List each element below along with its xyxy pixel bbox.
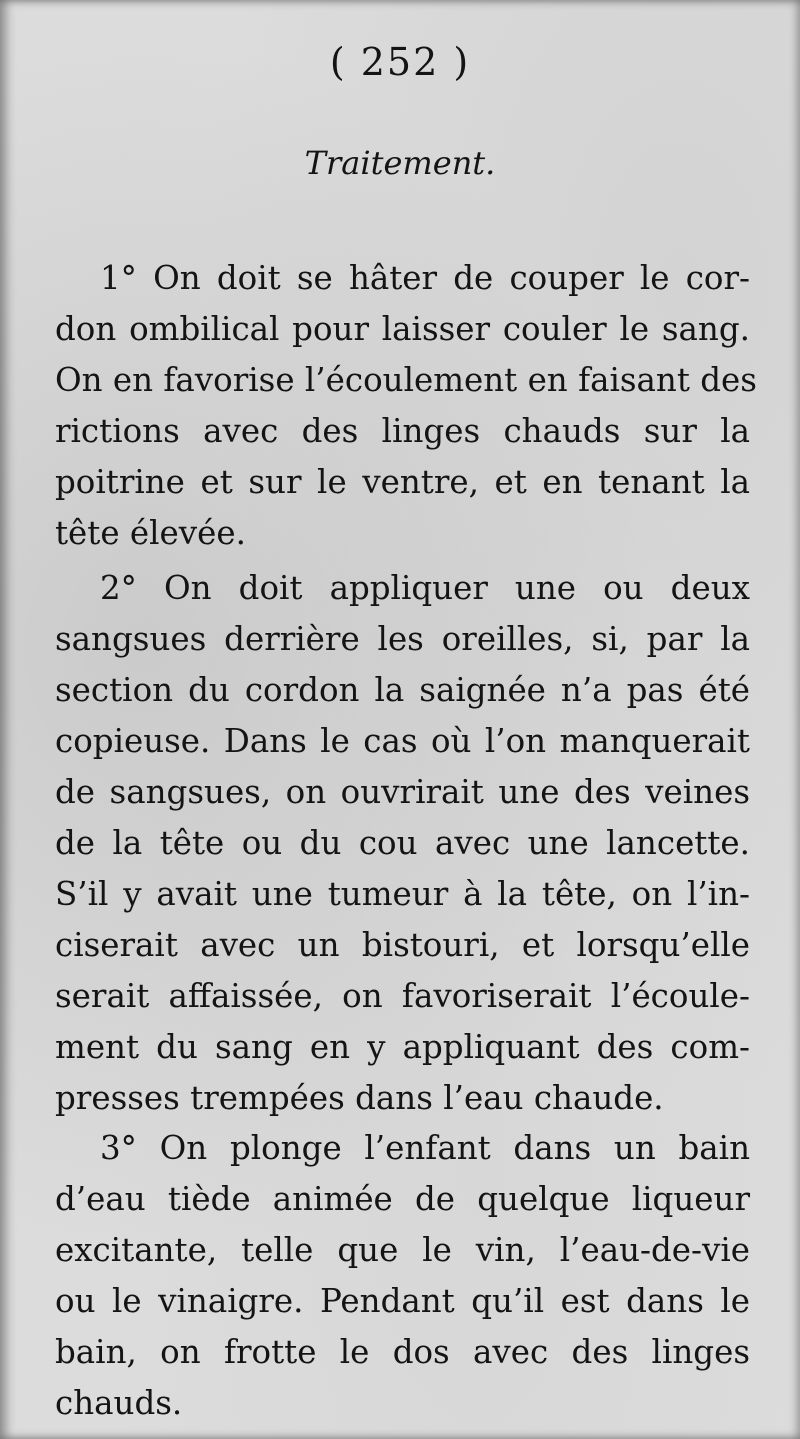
text-line: de la tête ou du cou avec une lancette. [55,824,750,862]
section-heading: Traitement. [304,144,496,182]
text-line: ou le vinaigre. Pendant qu’il est dans le [55,1282,750,1320]
text-line: 3° On plonge l’enfant dans un bain [100,1129,750,1167]
text-line: d’eau tiède animée de quelque liqueur [55,1180,750,1218]
text-line: excitante, telle que le vin, l’eau-de-vie [55,1231,750,1269]
text-line: 2° On doit appliquer une ou deux [100,569,750,607]
page-number: ( 252 ) [329,40,471,84]
text-line: 1° On doit se hâter de couper le cor- [100,259,750,297]
text-line: serait affaissée, on favoriserait l’écoule- [55,977,750,1015]
text-line: S’il y avait une tumeur à la tête, on l’in- [55,875,750,913]
text-line: copieuse. Dans le cas où l’on manquerait [55,722,750,760]
text-line: de sangsues, on ouvrirait une des veines [55,773,750,811]
text-line: sangsues derrière les oreilles, si, par la [55,620,750,658]
text-line: presses trempées dans l’eau chaude. [55,1079,664,1117]
text-line: rictions avec des linges chauds sur la [55,412,750,450]
text-line: chauds. [55,1384,183,1422]
text-line: poitrine et sur le ventre, et en tenant la [55,463,750,501]
text-line: don ombilical pour laisser couler le sang. [55,310,750,348]
text-line: section du cordon la saignée n’a pas été [55,671,750,709]
text-line: On en favorise l’écoulement en faisant des [55,361,757,399]
text-line: tête élevée. [55,514,246,552]
text-line: ciserait avec un bistouri, et lorsqu’elle [55,926,750,964]
text-line: ment du sang en y appliquant des com- [55,1028,750,1066]
text-line: bain, on frotte le dos avec des linges [55,1333,750,1371]
